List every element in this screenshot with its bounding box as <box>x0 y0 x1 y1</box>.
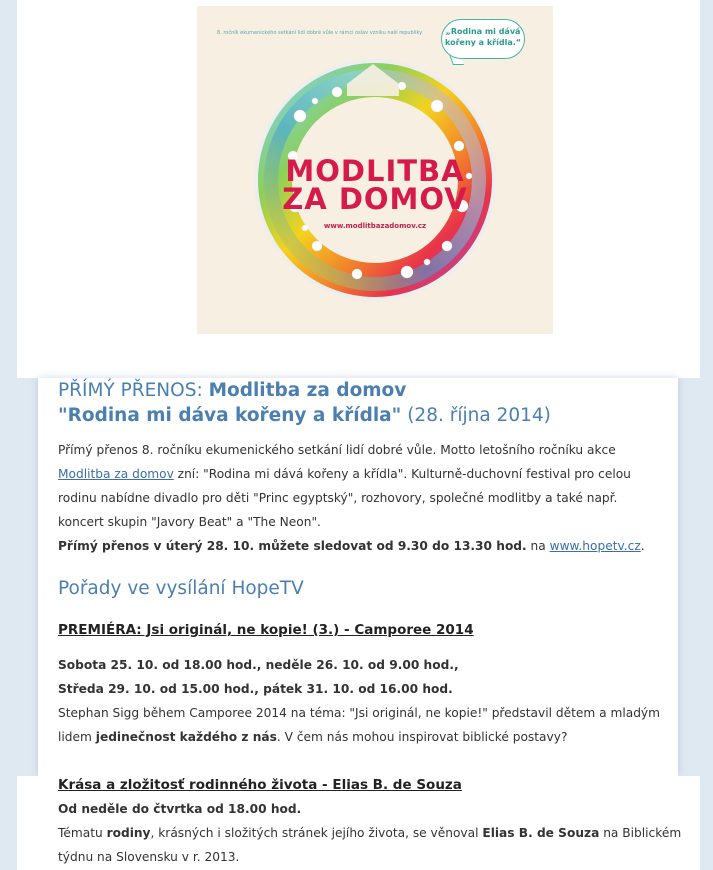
live-text-4: . <box>640 539 645 553</box>
live-schedule: Přímý přenos v úterý 28. 10. můžete sledovat od 9.30 do 13.30 hod. <box>58 539 527 553</box>
live-text-3: na <box>526 539 550 553</box>
live-heading-prefix: PŘÍMÝ PŘENOS: <box>58 380 203 401</box>
bubble-line-2: kořeny a křídla.“ <box>444 38 522 47</box>
premiere-block <box>58 653 662 749</box>
family-desc-2: , krásných i složitých stránek jejího života, se věnoval <box>150 826 483 840</box>
newsletter-main <box>38 378 678 776</box>
family-show-time: Od neděle do čtvrtka od 18.00 hod. <box>58 802 302 816</box>
premiere-desc-1: Stephan Sigg během Camporee 2014 na téma: "Jsi originál, ne kopie!" představil dětem a mladým lidem <box>58 706 661 744</box>
premiere-title[interactable]: PREMIÉRA: Jsi originál, ne kopie! (3.) - Camporee 2014 <box>58 622 474 638</box>
poster-title-line-2: ZA DOMOV <box>282 182 468 216</box>
family-show-title[interactable]: Krása a zložitosť rodinného života - Elias B. de Souza <box>58 777 462 793</box>
poster-tagline: 8. ročník ekumenického setkání lidí dobré vůle v rámci oslav vzniku naší republiky <box>217 30 423 36</box>
event-poster[interactable] <box>197 6 553 334</box>
premiere-time-2: Středa 29. 10. od 15.00 hod., pátek 31. 10. od 16.00 hod. <box>58 682 453 696</box>
live-heading-quote: "Rodina mi dáva kořeny a křídla" <box>58 405 402 426</box>
family-desc-3: na Biblickém týdnu na Slovensku v r. 2013. <box>58 826 682 864</box>
family-desc-bold-2: Elias B. de Souza <box>482 826 600 840</box>
poster-title-line-1: MODLITBA <box>285 154 465 188</box>
live-broadcast-heading <box>58 378 551 428</box>
family-desc-bold-1: rodiny <box>106 826 151 840</box>
live-text-2: zní: "Rodina mi dává kořeny a křídla". Kulturně-duchovní festival pro celou rodinu nabídne divadlo pro děti "Princ egyptský", rozhovory, společné modlitby a také např. koncert skupin "Javory Beat" a "The Neon". <box>58 467 631 529</box>
family-show-card <box>17 776 700 870</box>
shows-heading: Pořady ve vysílání HopeTV <box>58 578 304 599</box>
poster-url: www.modlitbazadomov.cz <box>323 222 427 230</box>
premiere-desc-bold: jedinečnost každého z nás <box>95 730 277 744</box>
family-desc-1: Tématu <box>58 826 107 840</box>
live-heading-title: Modlitba za domov <box>208 380 407 401</box>
premiere-desc-2: . V čem nás mohou inspirovat biblické postavy? <box>276 730 568 744</box>
modlitba-link[interactable]: Modlitba za domov <box>58 467 174 481</box>
live-text-1: Přímý přenos 8. ročníku ekumenického setkání lidí dobré vůle. Motto letošního ročníku akce <box>58 443 616 457</box>
live-description <box>58 438 662 558</box>
live-heading-date: (28. října 2014) <box>407 405 551 426</box>
speech-bubble <box>441 19 525 59</box>
premiere-time-1: Sobota 25. 10. od 18.00 hod., neděle 26. 10. od 9.00 hod., <box>58 658 459 672</box>
family-show-block <box>58 797 683 869</box>
header-card <box>17 0 700 378</box>
bubble-line-1: „Rodina mi dává <box>445 27 521 36</box>
hopetv-link[interactable]: www.hopetv.cz <box>549 539 641 553</box>
